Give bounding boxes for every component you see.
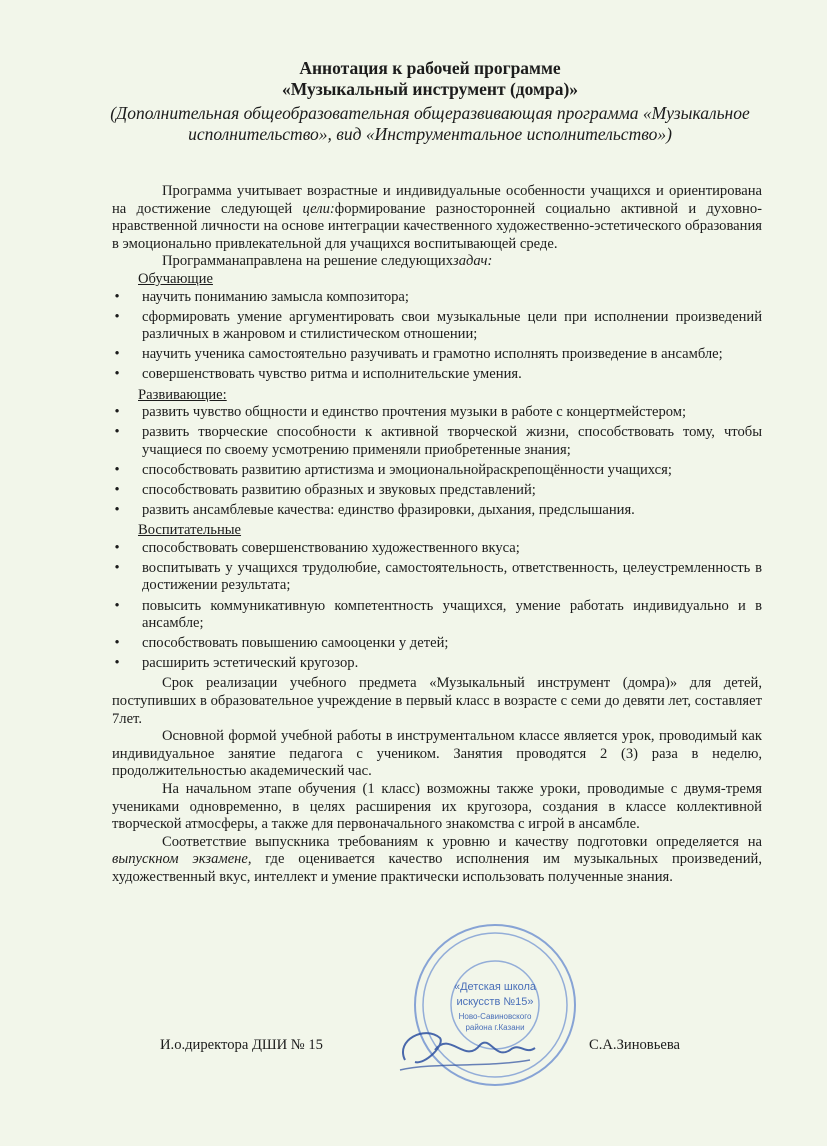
tasks-text: Программанаправлена на решение следующих	[162, 253, 453, 270]
task-list-item	[112, 540, 762, 558]
initial-paragraph: На начальном этапе обучения (1 класс) возможны также уроки, проводимые с двумя-тремя учениками одновременно, в целях расширения их кругозора, создания в классе коллективной творческой атмосферы, а также для первоначального знакомства с игрой в ансамбле.	[112, 781, 762, 833]
stamp-line2: искусств №15»	[456, 996, 534, 1008]
task-text: развить чувство общности и единство прочтения музыки в работе с концертмейстером;	[142, 404, 687, 421]
task-text: способствовать развитию образных и звуковых представлений;	[142, 482, 536, 498]
task-text: повысить коммуникативную компетентность учащихся, умение работать индивидуально и в ансамбле;	[142, 597, 762, 632]
task-list	[112, 289, 762, 384]
bullet-icon: •	[114, 346, 120, 363]
bullet-icon: •	[114, 404, 120, 421]
bullet-icon: •	[114, 288, 120, 305]
document-title-line2: «Музыкальный инструмент (домра)»	[281, 79, 579, 99]
intro-paragraph	[112, 183, 762, 253]
bullet-icon: •	[114, 559, 120, 576]
exam-label: выпускном экзамене	[112, 851, 248, 868]
goal-label: цели:	[302, 200, 335, 217]
director-name: С.А.Зиновьева	[589, 1037, 680, 1053]
task-list-item	[112, 502, 762, 520]
stamp-line4: района г.Казани	[465, 1023, 525, 1032]
stamp-line3: Ново-Савиновского	[458, 1012, 532, 1021]
bullet-icon: •	[114, 597, 120, 614]
task-text: совершенствовать чувство ритма и исполнительские умения.	[142, 366, 522, 383]
task-text: развить ансамблевые качества: единство фразировки, дыхания, предслышания.	[142, 502, 635, 519]
bullet-icon: •	[114, 539, 120, 556]
tasks-paragraph	[112, 253, 762, 271]
goal-text: формирование разносторонней социально активной и духовно-нравственной личности на основе интеграции качественного художественно-эстетического образования в эмоционально привлекательной для учащихся воспитывающей среде.	[112, 200, 762, 252]
task-list-item	[112, 462, 762, 480]
document-subtitle: (Дополнительная общеобразовательная общеразвивающая программа «Музыкальное исполнительство», вид «Инструментальное исполнительство»)	[110, 103, 750, 144]
task-list-item	[112, 635, 762, 653]
task-list-item	[112, 289, 762, 307]
final-text: Соответствие выпускника требованиям к уровню и качеству подготовки определяется на	[162, 833, 762, 850]
signature-row	[160, 1037, 720, 1059]
document-body	[112, 183, 762, 887]
stamp-line1: «Детская школа	[453, 981, 537, 993]
task-text: научить пониманию замысла композитора;	[142, 288, 409, 305]
bullet-icon: •	[114, 424, 120, 441]
bullet-icon: •	[114, 366, 120, 383]
task-list-item	[112, 424, 762, 459]
task-text: научить ученика самостоятельно разучивать и грамотно исполнять произведение в ансамбле;	[142, 346, 723, 363]
section-title: Развивающие:	[138, 386, 227, 403]
director-position: И.о.директора ДШИ № 15	[160, 1037, 323, 1053]
bullet-icon: •	[114, 502, 120, 519]
task-list-item	[112, 404, 762, 422]
task-list-item	[112, 482, 762, 500]
task-text: сформировать умение аргументировать свои музыкальные цели при исполнении произведений различных в жанровом и стилистическом отношении;	[142, 308, 762, 343]
task-list	[112, 404, 762, 520]
section-title: Обучающие	[138, 270, 213, 287]
bullet-icon: •	[114, 308, 120, 325]
task-text: способствовать развитию артистизма и эмоциональнойраскрепощённости учащихся;	[142, 461, 672, 478]
term-paragraph: Срок реализации учебного предмета «Музыкальный инструмент (домра)» для детей, поступивших в образовательное учреждение в первый класс в возрасте с семи до девяти лет, составляет 7лет.	[112, 675, 762, 727]
task-text: способствовать повышению самооценки у детей;	[142, 635, 449, 652]
bullet-icon: •	[114, 635, 120, 652]
task-text: воспитывать у учащихся трудолюбие, самостоятельность, ответственность, целеустремленность в достижении результата;	[142, 559, 762, 594]
task-list-item	[112, 655, 762, 673]
final-text-rest: , где оценивается качество исполнения им музыкальных произведений, художественный вкус, интеллект и умение практически использовать полученные знания.	[112, 851, 762, 885]
bullet-icon: •	[114, 461, 120, 478]
task-list-item	[112, 598, 762, 633]
final-paragraph	[112, 834, 762, 887]
task-list-item	[112, 346, 762, 364]
task-list-item	[112, 309, 762, 344]
task-list	[112, 540, 762, 673]
form-paragraph: Основной формой учебной работы в инструментальном классе является урок, проводимый как индивидуальное занятие педагога с учеником. Занятия проводятся 2 (3) раза в неделю, продолжительностью академический час.	[112, 728, 762, 780]
task-text: способствовать совершенствованию художественного вкуса;	[142, 539, 520, 556]
bullet-icon: •	[114, 482, 120, 498]
tasks-label: задач:	[453, 253, 493, 270]
sections-container	[112, 271, 762, 673]
bullet-icon: •	[114, 655, 120, 672]
section-title: Воспитательные	[138, 522, 242, 539]
task-text: расширить эстетический кругозор.	[142, 655, 359, 672]
task-text: развить творческие способности к активной творческой жизни, способствовать тому, чтобы учащиеся по своему усмотрению применяли приобретенные знания;	[142, 424, 762, 458]
intro-text: Программа учитывает возрастные и индивидуальные особенности учащихся и ориентирована на достижение следующей	[112, 183, 762, 217]
task-list-item	[112, 560, 762, 595]
task-list-item	[112, 366, 762, 384]
document-title-line1: Аннотация к рабочей программе	[299, 58, 561, 78]
